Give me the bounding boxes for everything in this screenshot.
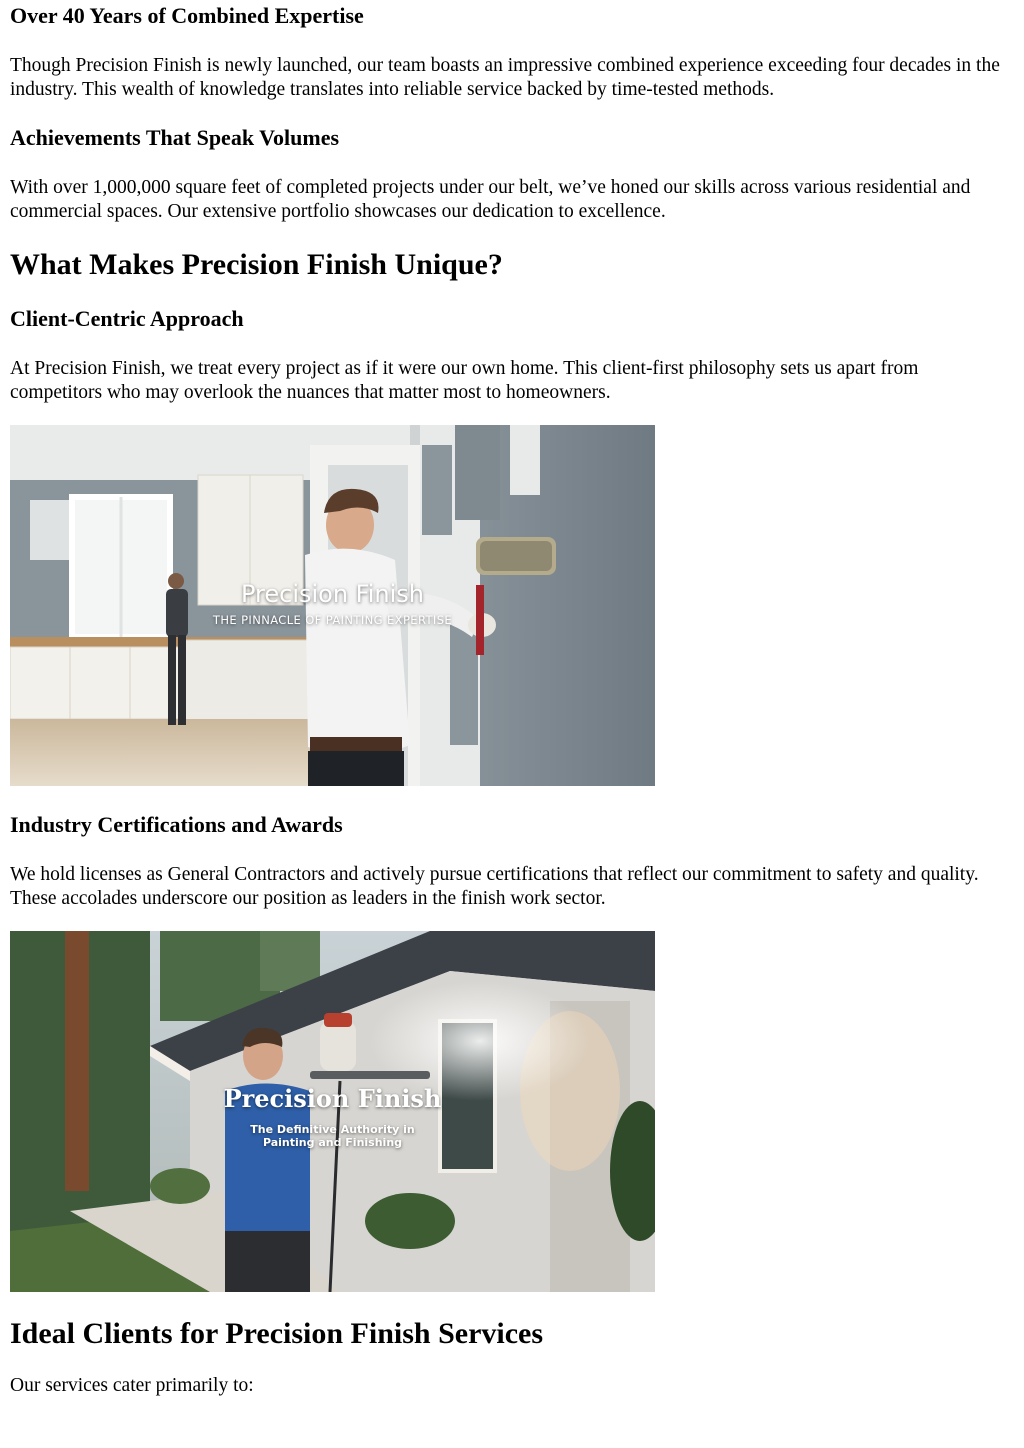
interior-painting-photo — [10, 425, 655, 786]
interior-tagline-text: THE PINNACLE OF PAINTING EXPERTISE — [212, 613, 453, 627]
paragraph-ideal-clients: Our services cater primarily to: — [10, 1375, 254, 1396]
exterior-spraying-photo — [10, 931, 655, 1292]
interior-brand-text: Precision Finish — [240, 580, 425, 608]
paragraph-certifications: We hold licenses as General Contractors and actively pursue certifications that reflect our commitment to safety and quality. These accolades underscore our position as leaders in the finish work sector. — [10, 864, 979, 909]
paragraph-expertise: Though Precision Finish is newly launched, our team boasts an impressive combined experience exceeding four decades in the industry. This wealth of knowledge translates into reliable service backed by time-tested methods. — [10, 55, 1000, 100]
article — [0, 2, 1024, 1398]
exterior-tagline-line1: The Definitive Authority in — [250, 1123, 415, 1136]
heading-certifications: Industry Certifications and Awards — [10, 812, 343, 837]
heading-unique: What Makes Precision Finish Unique? — [10, 248, 503, 281]
exterior-tagline-line2: Painting and Finishing — [262, 1136, 403, 1149]
paragraph-achievements: With over 1,000,000 square feet of completed projects under our belt, we’ve honed our skills across various residential and commercial spaces. Our extensive portfolio showcases our dedication to excellence. — [10, 177, 971, 222]
heading-ideal-clients: Ideal Clients for Precision Finish Services — [10, 1317, 544, 1350]
exterior-brand-text: Precision Finish — [223, 1084, 442, 1113]
heading-expertise: Over 40 Years of Combined Expertise — [10, 3, 364, 28]
heading-achievements: Achievements That Speak Volumes — [10, 125, 340, 150]
paragraph-client-centric: At Precision Finish, we treat every project as if it were our own home. This client-first philosophy sets us apart from competitors who may overlook the nuances that matter most to homeowners. — [10, 358, 919, 403]
heading-client-centric: Client-Centric Approach — [10, 306, 244, 331]
